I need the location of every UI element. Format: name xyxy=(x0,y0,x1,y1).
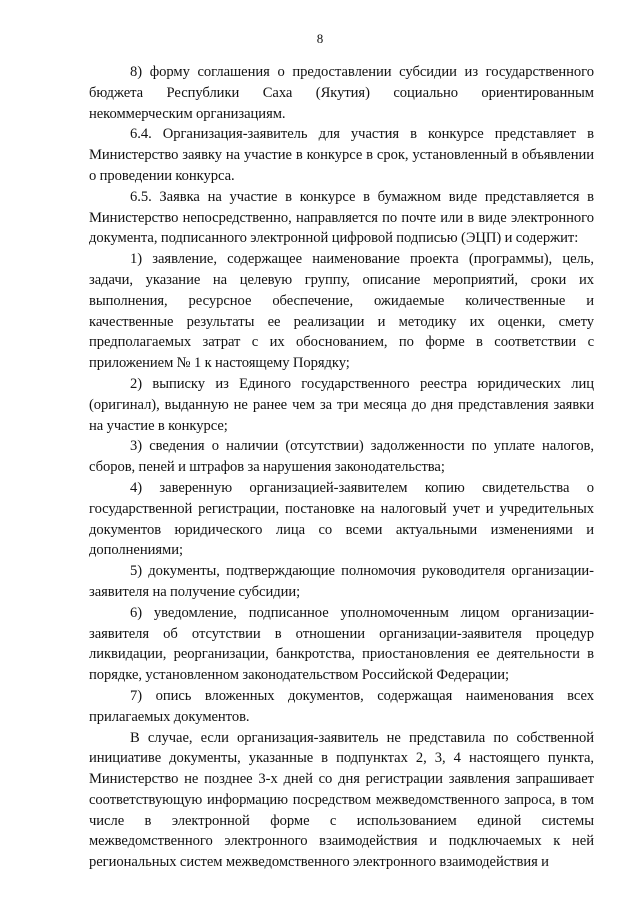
paragraph-item-3-tax-debt-info: 3) сведения о наличии (отсутствии) задолженности по уплате налогов, сборов, пеней и штрафов за нарушения законодательства; xyxy=(89,438,594,476)
paragraph-6-4: 6.4. Организация-заявитель для участия в конкурсе представляет в Министерство заявку на участие в конкурсе в срок, установленный в объявлении о проведении конкурса. xyxy=(89,126,594,184)
paragraph-item-8-agreement-form: 8) форму соглашения о предоставлении субсидии из государственного бюджета Республики Саха (Якутия) социально ориентированным некоммерческим организациям. xyxy=(89,64,594,122)
paragraph-item-6-notice: 6) уведомление, подписанное уполномоченным лицом организации-заявителя об отсутствии в отношении организации-заявителя процедур ликвидации, реорганизации, банкротства, приостановления ее деятельности в порядке, установленном законодательством Российской Федерации; xyxy=(89,604,594,684)
paragraph-item-1-application: 1) заявление, содержащее наименование проекта (программы), цель, задачи, указание на целевую группу, описание мероприятий, сроки их выполнения, ресурсное обеспечение, ожидаемые количественные и качественные результаты ее реализации и методику их оценки, смету предполагаемых затрат с их обоснованием, по форме в соответствии с приложением № 1 к настоящему Порядку; xyxy=(89,251,594,372)
paragraph-6-5: 6.5. Заявка на участие в конкурсе в бумажном виде представляется в Министерство непосредственно, направляется по почте или в виде электронного документа, подписанного электронной цифровой подписью (ЭЦП) и содержит: xyxy=(89,188,594,247)
paragraph-interagency-request: В случае, если организация-заявитель не представила по собственной инициативе документы, указанные в подпунктах 2, 3, 4 настоящего пункта, Министерство не позднее 3-х дней со дня регистрации заявления запрашивает соответствующую информацию посредством межведомственного запроса, в том числе в электронной форме с использованием единой системы межведомственного электронного взаимодействия и подключаемых к ней региональных систем межведомственного электронного взаимодействия и xyxy=(89,729,594,871)
paragraph-item-4-registration-copy: 4) заверенную организацией-заявителем копию свидетельства о государственной регистрации, постановке на налоговый учет и учредительных документов юридического лица со всеми актуальными изменениями и дополнениями; xyxy=(89,479,594,559)
paragraph-item-2-registry-extract: 2) выписку из Единого государственного реестра юридических лиц (оригинал), выданную не ранее чем за три месяца до дня представления заявки на участие в конкурсе; xyxy=(89,375,594,434)
paragraph-item-5-authority-documents: 5) документы, подтверждающие полномочия руководителя организации-заявителя на получение субсидии; xyxy=(89,563,594,600)
page-number: 8 xyxy=(316,31,324,46)
document-body xyxy=(89,62,594,873)
paragraph-item-7-inventory: 7) опись вложенных документов, содержащая наименования всех прилагаемых документов. xyxy=(89,687,594,725)
